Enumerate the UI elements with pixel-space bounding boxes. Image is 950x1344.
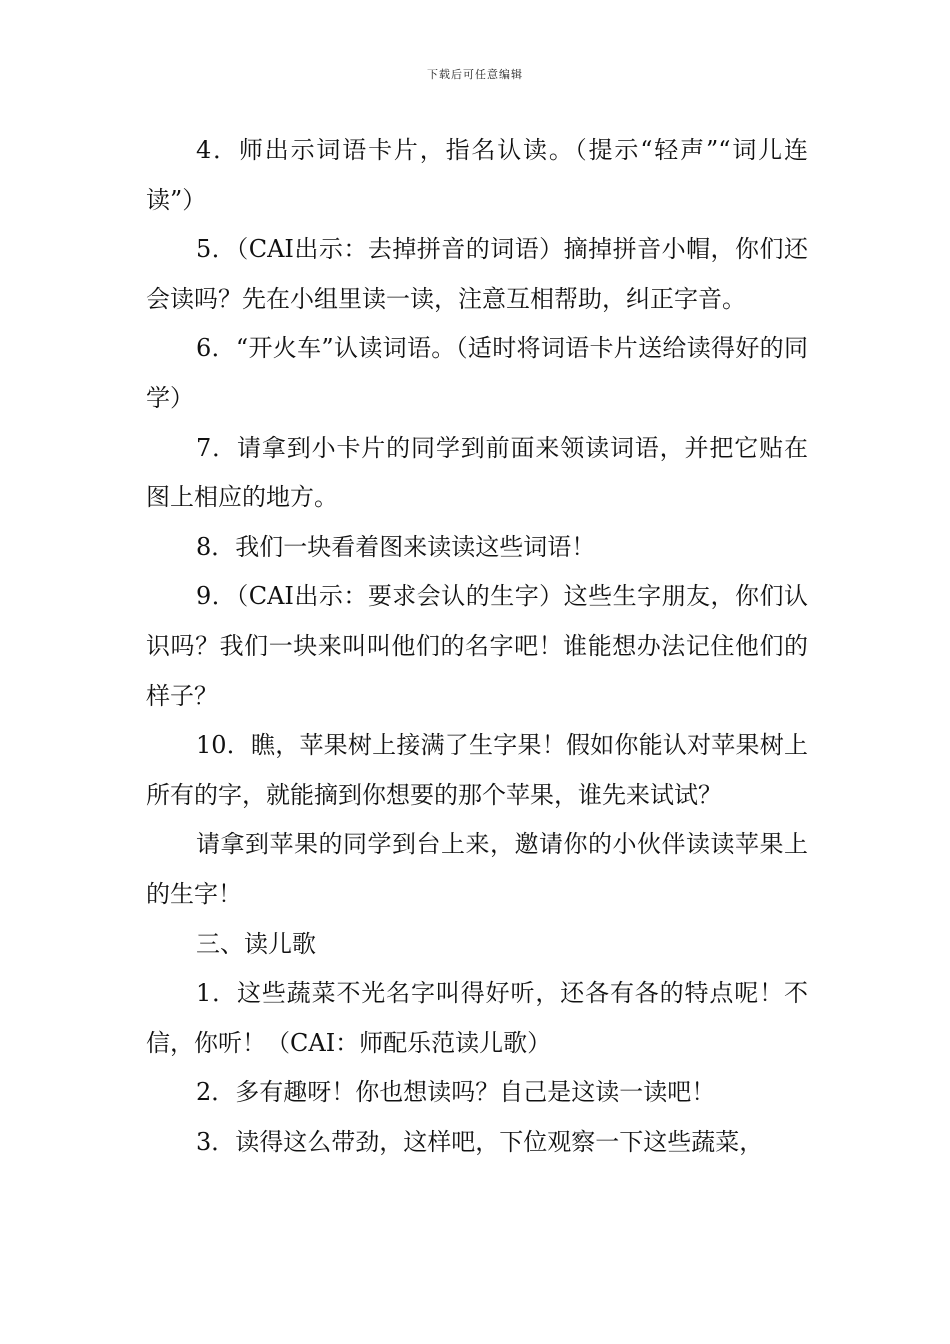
paragraph-rhyme-step-3: 3．读得这么带劲，这样吧，下位观察一下这些蔬菜，: [196, 1127, 764, 1156]
paragraph-step-9: 9．（CAI出示：要求会认的生字）这些生字朋友，你们认识吗？我们一块来叫叫他们的名字吧！谁能想办法记住他们的样子？: [146, 582, 808, 710]
paragraph-step-7: 7．请拿到小卡片的同学到前面来领读词语，并把它贴在图上相应的地方。: [146, 433, 808, 512]
paragraph-step-4: 4．师出示词语卡片，指名认读。（提示“轻声”“词儿连读”）: [146, 136, 808, 214]
paragraph-apple-invite: 请拿到苹果的同学到台上来，邀请你的小伙伴读读苹果上的生字！: [146, 830, 808, 908]
paragraph-step-8: 8．我们一块看着图来读读这些词语！: [196, 532, 596, 561]
document-body: [146, 126, 808, 1167]
paragraph-step-10: 10．瞧，苹果树上接满了生字果！假如你能认对苹果树上所有的字，就能摘到你想要的那个苹果，谁先来试试？: [146, 731, 808, 809]
paragraph-step-5: 5．（CAI出示：去掉拼音的词语）摘掉拼音小帽，你们还会读吗？先在小组里读一读，注意互相帮助，纠正字音。: [146, 235, 808, 313]
page-header: 下载后可任意编辑: [427, 68, 523, 81]
section-heading-read-rhyme: 三、读儿歌: [196, 929, 316, 958]
paragraph-rhyme-step-1: 1．这些蔬菜不光名字叫得好听，还各有各的特点呢！不信，你听！（CAI：师配乐范读儿歌）: [146, 979, 808, 1057]
paragraph-rhyme-step-2: 2．多有趣呀！你也想读吗？自己是这读一读吧！: [196, 1078, 716, 1107]
paragraph-step-6: 6．“开火车”认读词语。（适时将词语卡片送给读得好的同学）: [146, 334, 808, 412]
